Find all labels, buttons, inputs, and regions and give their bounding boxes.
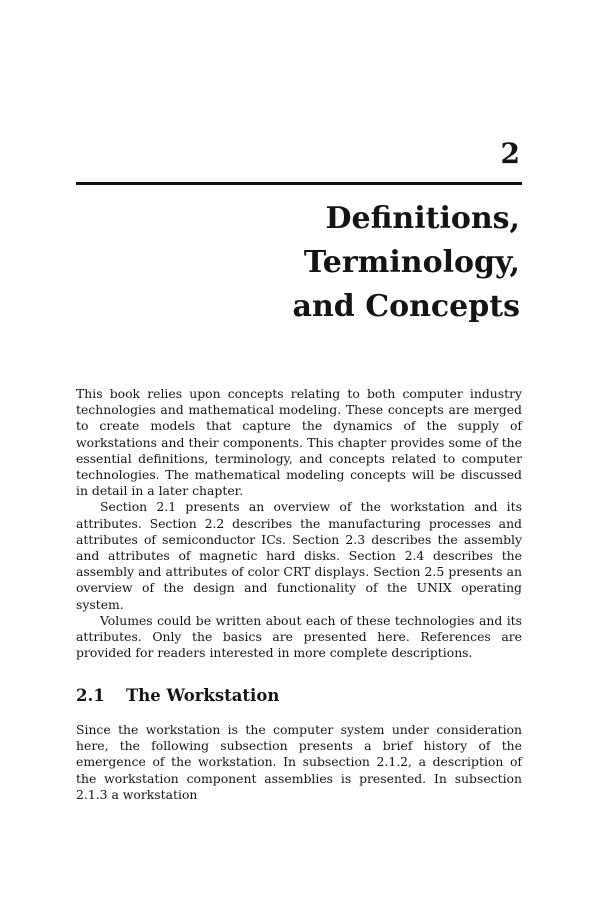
chapter-rule: [76, 182, 522, 185]
chapter-number: 2: [500, 137, 520, 170]
chapter-title-line: and Concepts: [292, 289, 520, 324]
intro-paragraph: This book relies upon concepts relating to both computer industry technologies and mathematical modeling. These concepts are merged to create models that capture the dynamics of the supply of workstations and their components. This chapter provides some of the essential definitions, terminology, and concepts related to computer technologies. The mathematical modeling concepts will be discussed in detail in a later chapter.: [76, 386, 522, 499]
intro-text: [76, 386, 522, 661]
chapter-title-line: Definitions,: [325, 201, 520, 236]
section-heading: [76, 684, 279, 708]
section-body: [76, 722, 522, 803]
section-title: The Workstation: [126, 686, 280, 705]
intro-paragraph: Volumes could be written about each of these technologies and its attributes. Only the basics are presented here. References are provided for readers interested in more complete descriptions.: [76, 612, 522, 661]
chapter-title-line: Terminology,: [303, 245, 520, 280]
chapter-title: [293, 197, 520, 329]
intro-paragraph: Section 2.1 presents an overview of the workstation and its attributes. Section 2.2 describes the manufacturing processes and attributes of semiconductor ICs. Section 2.3 describes the assembly and attributes of magnetic hard disks. Section 2.4 describes the assembly and attributes of color CRT displays. Section 2.5 presents an overview of the design and functionality of the UNIX operating system.: [76, 499, 522, 612]
section-number: 2.1: [76, 686, 105, 705]
section-paragraph: Since the workstation is the computer system under consideration here, the following subsection presents a brief history of the emergence of the workstation. In subsection 2.1.2, a description of the workstation component assemblies is presented. In subsection 2.1.3 a workstation: [76, 722, 522, 802]
